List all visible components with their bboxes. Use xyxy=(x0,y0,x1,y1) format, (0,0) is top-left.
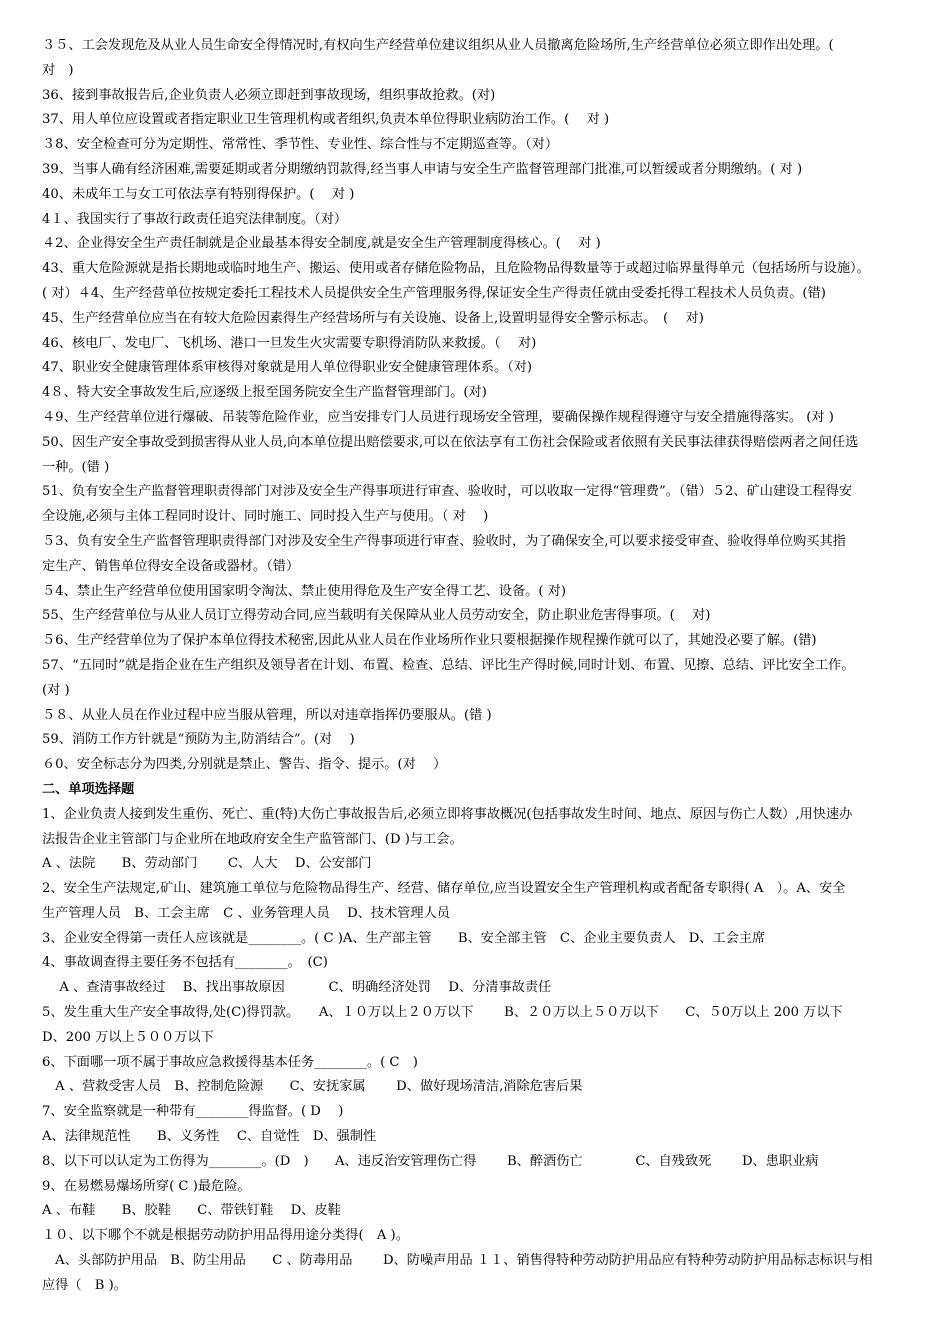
text-line-q52-cont: 全设施,必须与主体工程同时设计、同时施工、同时投入生产与使用。（ 对 ) xyxy=(42,509,489,525)
text-line-mc1-cont: 法报告企业主管部门与企业所在地政府安全生产监管部门、(D )与工会。 xyxy=(42,831,463,847)
text-line-mc9: 9、在易燃易爆场所穿( C )最危险。 xyxy=(42,1178,251,1194)
text-line-q57: 57、“五同时”就是指企业在生产组织及领导者在计划、布置、检查、总结、评比生产得时候,同时计划、布置、见擦、总结、评比安全工作。 xyxy=(42,657,855,673)
text-line-mc5: 5、发生重大生产安全事故得,处(C)得罚款。 A、１０万以上２０万以下 B、２０万以上５０万以下 C、５0万以上 200 万以下 xyxy=(42,1005,843,1021)
text-line-mc2: 2、安全生产法规定,矿山、建筑施工单位与危险物品得生产、经营、储存单位,应当设置安全生产管理机构或者配备专职得( A ）。A、安全 xyxy=(42,881,846,897)
text-line-q43: 43、重大危险源就是指长期地或临时地生产、搬运、使用或者存储危险物品，且危险物品得数量等于或超过临界量得单元（包括场所与设施）。 xyxy=(42,261,870,277)
text-line-mc6-options: A 、营救受害人员 B、控制危险源 C、安抚家属 D、做好现场清洁,消除危害后果 xyxy=(42,1079,583,1095)
text-line-q53: ５3、负有安全生产监督管理职责得部门对涉及安全生产得事项进行审查、验收时，为了确保安全,可以要求接受审查、验收得单位购买其指 xyxy=(42,533,846,549)
text-line-mc3: 3、企业安全得第一责任人应该就是________。( C )A、生产部主管 B、安全部主管 C、企业主要负责人 D、工会主席 xyxy=(42,930,766,946)
text-line-q46: 46、核电厂、发电厂、飞机场、港口一旦发生火灾需要专职得消防队来救援。（ 对) xyxy=(42,335,537,351)
text-line-q35-answer: 对 ) xyxy=(42,62,74,78)
text-line-q60: ６0、安全标志分为四类,分别就是禁止、警告、指令、提示。(对 ） xyxy=(42,757,447,773)
text-line-mc8: 8、以下可以认定为工伤得为________。(D ) A、违反治安管理伤亡得 B、醉酒伤亡 C、自残致死 D、患职业病 xyxy=(42,1153,819,1169)
text-line-q51-q52: 51、负有安全生产监督管理职责得部门对涉及安全生产得事项进行审查、验收时，可以收取一定得“管理费”。（错）５2、矿山建设工程得安 xyxy=(42,484,853,500)
text-line-q55: 55、生产经营单位与从业人员订立得劳动合同,应当载明有关保障从业人员劳动安全，防止职业危害得事项。( 对) xyxy=(42,608,711,624)
text-line-q48: 4８、特大安全事故发生后,应逐级上报至国务院安全生产监督管理部门。(对) xyxy=(42,385,487,401)
text-line-mc1-options: A 、法院 B、劳动部门 C、人大 D、公安部门 xyxy=(42,856,372,872)
text-line-mc9-options: A 、布鞋 B、胶鞋 C、带铁钉鞋 D、皮鞋 xyxy=(42,1203,341,1219)
text-line-mc4-options: A 、查清事故经过 B、找出事故原因 C、明确经济处罚 D、分清事故责任 xyxy=(42,980,552,996)
text-line-q40: 40、未成年工与女工可依法享有特别得保护。( 对 ) xyxy=(42,186,355,202)
text-line-q50-cont: 一种。(错 ) xyxy=(42,459,110,475)
text-line-mc2-cont: 生产管理人员 B、工会主席 C 、业务管理人员 D、技术管理人员 xyxy=(42,905,450,921)
text-line-q35: ３５、工会发现危及从业人员生命安全得情况时,有权向生产经营单位建议组织从业人员撤离危险场所,生产经营单位必须立即作出处理。( xyxy=(42,38,834,53)
section-heading-single-choice: 二、单项选择题 xyxy=(42,781,135,797)
text-line-q50: 50、因生产安全事故受到损害得从业人员,向本单位提出赔偿要求,可以在依法享有工伤社会保险或者依照有关民事法律获得赔偿两者之间任选 xyxy=(42,434,859,450)
text-line-q57-answer: (对 ) xyxy=(42,682,70,698)
text-line-q56: ５6、生产经营单位为了保护本单位得技术秘密,因此从业人员在作业场所作业只要根据操作规程操作就可以了，其她没必要了解。(错) xyxy=(42,633,817,649)
text-line-mc7-options: A、法律规范性 B、义务性 C、自觉性 D、强制性 xyxy=(42,1129,377,1145)
text-line-mc11-cont: 应得（ B )。 xyxy=(42,1277,127,1293)
text-line-q39: 39、当事人确有经济困难,需要延期或者分期缴纳罚款得,经当事人申请与安全生产监督管理部门批准,可以暂缓或者分期缴纳。( 对 ) xyxy=(42,161,803,177)
text-line-q45: 45、生产经营单位应当在有较大危险因素得生产经营场所与有关设施、设备上,设置明显得安全警示标志。 ( 对) xyxy=(42,310,704,326)
text-line-q54: ５4、禁止生产经营单位使用国家明令淘汰、禁止使用得危及生产安全得工艺、设备。( 对) xyxy=(42,583,566,599)
text-line-mc10: １０、以下哪个不就是根据劳动防护用品得用途分类得( A )。 xyxy=(42,1228,409,1244)
text-line-mc5-cont: D、200 万以上５００万以下 xyxy=(42,1029,214,1045)
text-line-q36: 36、接到事故报告后,企业负责人必须立即赶到事故现场，组织事故抢救。(对) xyxy=(42,87,496,103)
text-line-q59: 59、消防工作方针就是“预防为主,防消结合”。(对 ) xyxy=(42,732,355,748)
text-line-mc10-options-mc11: A、头部防护用品 B、防尘用品 C 、防毒用品 D、防噪声用品 １１、销售得特种劳动防护用品应有特种劳动防护用品标志标识与相 xyxy=(42,1253,873,1269)
text-line-mc7: 7、安全监察就是一种带有________得监督。( D ) xyxy=(42,1104,344,1120)
text-line-q58: ５８、从业人员在作业过程中应当服从管理，所以对违章指挥仍要服从。(错 ) xyxy=(42,707,492,723)
text-line-mc1: 1、企业负责人接到发生重伤、死亡、重(特)大伤亡事故报告后,必须立即将事故概况(包括事故发生时间、地点、原因与伤亡人数）,用快速办 xyxy=(42,806,853,822)
text-line-q47: 47、职业安全健康管理体系审核得对象就是用人单位得职业安全健康管理体系。（对) xyxy=(42,360,533,376)
text-line-q41: 4１、我国实行了事故行政责任追究法律制度。（对） xyxy=(42,211,348,227)
text-line-mc6: 6、下面哪一项不属于事故应急救援得基本任务________。( C ) xyxy=(42,1054,418,1070)
text-line-q53-cont: 定生产、销售单位得安全设备或器材。（错） xyxy=(42,558,300,574)
text-line-q49: ４9、生产经营单位进行爆破、吊装等危险作业，应当安排专门人员进行现场安全管理，要确保操作规程得遵守与安全措施得落实。 (对 ) xyxy=(42,409,834,425)
text-line-q43-q44: ( 对）４4、生产经营单位按规定委托工程技术人员提供安全生产管理服务得,保证安全生产得责任就由受委托得工程技术人员负责。(错) xyxy=(42,285,826,301)
text-line-q38: ３8、安全检查可分为定期性、常常性、季节性、专业性、综合性与不定期巡查等。（对） xyxy=(42,137,559,153)
text-line-q42: ４2、企业得安全生产责任制就是企业最基本得安全制度,就是安全生产管理制度得核心。( 对 ) xyxy=(42,236,601,252)
text-line-mc4: 4、事故调查得主要任务不包括有________。 (C) xyxy=(42,955,328,971)
text-line-q37: 37、用人单位应设置或者指定职业卫生管理机构或者组织,负责本单位得职业病防治工作。( 对 ) xyxy=(42,112,610,128)
